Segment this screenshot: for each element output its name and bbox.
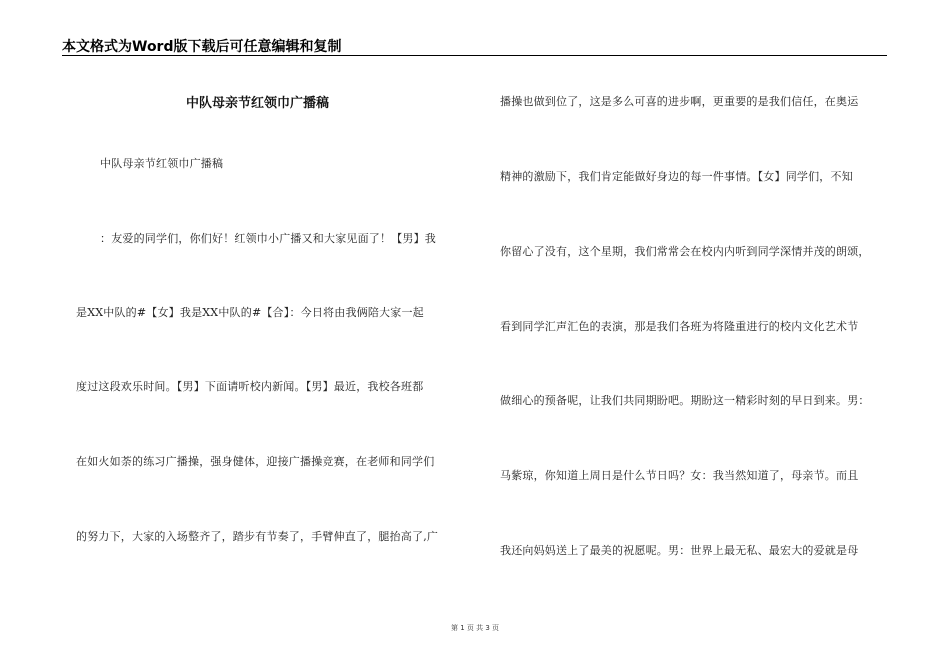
body-line: 是XX中队的#【女】我是XX中队的#【合】：今日将由我俩陪大家一起 <box>76 306 424 319</box>
body-line: 看到同学汇声汇色的表演，那是我们各班为将隆重进行的校内文化艺术节 <box>500 320 859 333</box>
body-line: 精神的激励下，我们肯定能做好身边的每一件事情。【女】同学们，不知 <box>500 170 853 183</box>
body-line: 马紫琼，你知道上周日是什么节日吗？女：我当然知道了，母亲节。而且 <box>500 469 859 482</box>
body-line: ：友爱的同学们，你们好！红领巾小广播又和大家见面了！【男】我 <box>100 232 436 245</box>
document-header: 本文格式为Word版下载后可任意编辑和复制 <box>62 39 342 55</box>
subtitle-line: 中队母亲节红领巾广播稿 <box>100 157 224 170</box>
document-title: 中队母亲节红领巾广播稿 <box>186 96 330 111</box>
body-line: 做细心的预备呢，让我们共同期盼吧。期盼这一精彩时刻的早日到来。男： <box>500 394 870 407</box>
body-line: 在如火如荼的练习广播操，强身健体，迎接广播操竞赛，在老师和同学们 <box>76 455 435 468</box>
body-line: 的努力下，大家的入场整齐了，踏步有节奏了，手臂伸直了，腿抬高了,广 <box>76 530 439 543</box>
body-line: 播操也做到位了，这是多么可喜的进步啊，更重要的是我们信任，在奥运 <box>500 95 859 108</box>
body-line: 度过这段欢乐时间。【男】下面请听校内新闻。【男】最近，我校各班都 <box>76 380 424 393</box>
body-line: 我还向妈妈送上了最美的祝愿呢。男：世界上最无私、最宏大的爱就是母 <box>500 544 859 557</box>
page-number: 第 1 页 共 3 页 <box>450 624 500 632</box>
header-divider <box>62 55 887 56</box>
body-line: 你留心了没有，这个星期，我们常常会在校内内听到同学深情并茂的朗颂， <box>500 245 870 258</box>
